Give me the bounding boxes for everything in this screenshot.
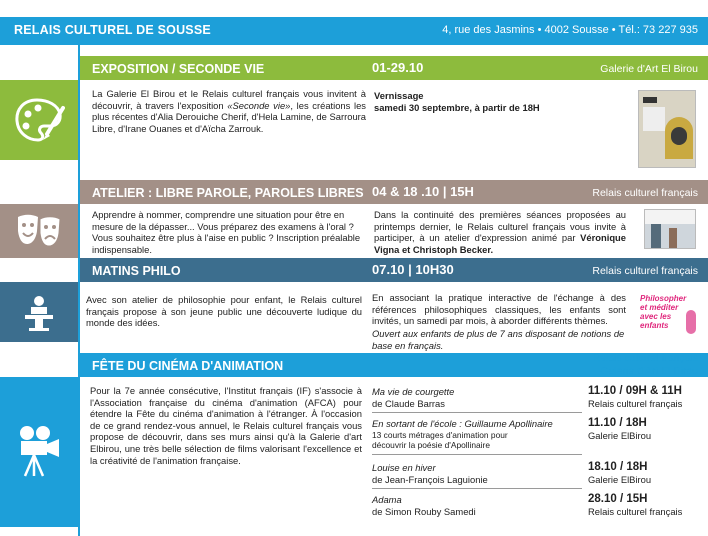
event-description: Avec son atelier de philosophie pour enfant, le Relais culturel français propose à son jeune public une découverte ludique du monde des idées. <box>86 294 362 329</box>
film-venue: Relais culturel français <box>588 506 683 517</box>
exhibition-poster-image <box>638 90 696 168</box>
event-title: MATINS PHILO <box>92 264 181 278</box>
left-accent-line <box>78 45 80 536</box>
film-venue: Galerie ElBirou <box>588 430 652 441</box>
film-title: Adama <box>372 494 402 505</box>
film-title: Ma vie de courgette <box>372 386 455 397</box>
palette-icon <box>0 80 78 160</box>
film-venue: Relais culturel français <box>588 398 683 409</box>
event-place: Relais culturel français <box>592 352 698 364</box>
event-place: Relais culturel français <box>592 187 698 199</box>
vernissage-date: samedi 30 septembre, à partir de 18H <box>374 102 540 113</box>
film-list <box>372 386 698 520</box>
event-date: 07.10 | 10H30 <box>372 262 454 277</box>
event-title: EXPOSITION / SECONDE VIE <box>92 62 265 76</box>
film-schedule: 28.10 / 15H <box>588 493 648 505</box>
event-title: FÊTE DU CINÉMA D'ANIMATION <box>92 359 284 373</box>
film-schedule: 11.10 / 09H & 11H <box>588 385 682 397</box>
event-band-exposition <box>80 56 708 80</box>
event-place: Relais culturel français <box>592 265 698 277</box>
film-title: Louise en hiver <box>372 462 436 473</box>
divider <box>372 412 582 413</box>
film-venue: Galerie ElBirou <box>588 474 652 485</box>
film-director: de Jean-François Laguionie <box>372 474 488 485</box>
movie-camera-icon <box>0 377 78 527</box>
film-schedule: 11.10 / 18H <box>588 417 647 429</box>
event-description: Apprendre à nommer, comprendre une situation pour être en mesure de la dépasser... Vous préparez des examens à l'oral ? Vous souhaitez être plus à l'aise en public ? Inscription préalable indispensable. <box>92 209 361 255</box>
event-place-2: Galerie d'Art El Birou <box>600 365 698 377</box>
event-title: ATELIER : LIBRE PAROLE, PAROLES LIBRES <box>92 186 364 200</box>
venue-title: RELAIS CULTUREL DE SOUSSE <box>14 23 211 37</box>
event-band-atelier <box>80 180 708 204</box>
page-header <box>0 17 708 45</box>
vernissage-label: Vernissage <box>374 90 424 101</box>
event-date: 01-29.10 <box>372 60 424 75</box>
divider <box>372 488 582 489</box>
film-title: En sortant de l'école : Guillaume Apollinaire <box>372 418 553 429</box>
event-description: La Galerie El Birou et le Relais culturel français vous invitent à découvrir, à travers l'exposition «Seconde vie», les créations les plus récentes d'Alia Derouiche Cherif, d'Hela Lamine, de Sarroura Libre, d'Irane Ouanes et d'Aïcha Zarrouk. <box>92 88 366 134</box>
theater-masks-icon <box>0 204 78 258</box>
film-note: 13 courts métrages d'animation pour découvrir la poésie d'Apollinaire <box>372 430 508 450</box>
philo-book-image: Philosopher et méditer avec les enfants <box>640 292 698 338</box>
event-date: 04 & 18 .10 | 15H <box>372 184 474 199</box>
film-director: de Simon Rouby Samedi <box>372 506 476 517</box>
atelier-photo-image <box>644 209 696 249</box>
film-schedule: 18.10 / 18H <box>588 461 648 473</box>
event-band-philo <box>80 258 708 282</box>
event-place: Galerie d'Art El Birou <box>600 63 698 75</box>
film-director: de Claude Barras <box>372 398 445 409</box>
event-description-detail: Dans la continuité des premières séances proposées au printemps dernier, le Relais culturel français vous invite à participer, à un atelier d'expression animé par Véronique Vigna et Christoph Becker. <box>374 209 626 255</box>
divider <box>372 454 582 455</box>
lecture-podium-icon <box>0 282 78 342</box>
venue-address: 4, rue des Jasmins • 4002 Sousse • Tél.: 73 227 935 <box>442 24 698 36</box>
event-description-detail: En associant la pratique interactive de l'échange à des références philosophiques classiques, les enfants sont invités, un samedi par mois, à aborder différents thèmes. <box>372 292 626 327</box>
audience-note: Ouvert aux enfants de plus de 7 ans disposant de notions de base en français. <box>372 328 625 351</box>
event-description: Pour la 7e année consécutive, l'Institut français (IF) s'associe à l'Association française du cinéma d'animation (AFCA) pour étendre la Fête du cinéma d'animation à l'étranger. À l'occasion de ce grand rendez-vous annuel, le Relais culturel français vous propose de découvrir, dans ses murs ainsi qu'à la Galerie d'art Elbirou, une très belle sélection de films valorisant l'excellence et la créativité de l'animation française. <box>90 385 362 466</box>
